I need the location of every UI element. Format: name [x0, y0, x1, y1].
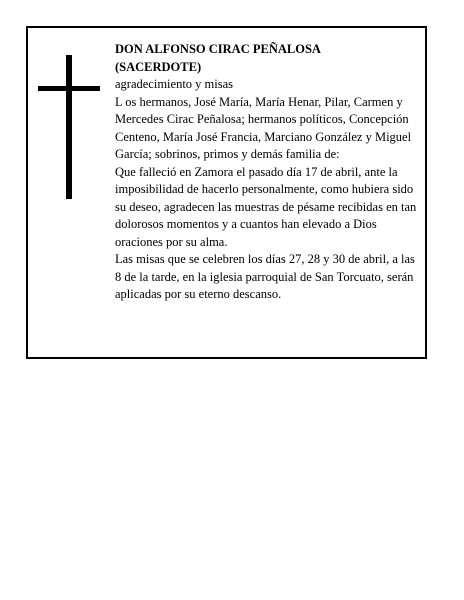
cross-horizontal-bar	[38, 86, 100, 91]
gratitude-paragraph: Que falleció en Zamora el pasado día 17 de abril, ante la imposibilidad de hacerlo personalmente, como hubiera sido su deseo, agradecen las muestras de pésame recibidas en tan dolorosos momentos y a cuantos han elevado a Dios oraciones por su alma.	[115, 164, 417, 249]
deceased-title: (SACERDOTE)	[115, 59, 202, 74]
cross-vertical-bar	[66, 55, 72, 199]
masses-paragraph: Las misas que se celebren los días 27, 28 y 30 de abril, a las 8 de la tarde, en la iglesia parroquial de San Torcuato, serán aplicadas por su eterno descanso.	[115, 252, 415, 301]
family-paragraph: L os hermanos, José María, María Henar, Pilar, Carmen y Mercedes Cirac Peñalosa; hermanos políticos, Concepción Centeno, María José Francia, Marciano González y Miguel García; sobrinos, primos y demás familia de:	[115, 94, 412, 161]
notice-subtitle: agradecimiento y misas	[115, 77, 234, 91]
deceased-name: DON ALFONSO CIRAC PEÑALOSA	[115, 42, 321, 56]
obituary-notice	[26, 26, 427, 359]
notice-text	[115, 41, 423, 304]
